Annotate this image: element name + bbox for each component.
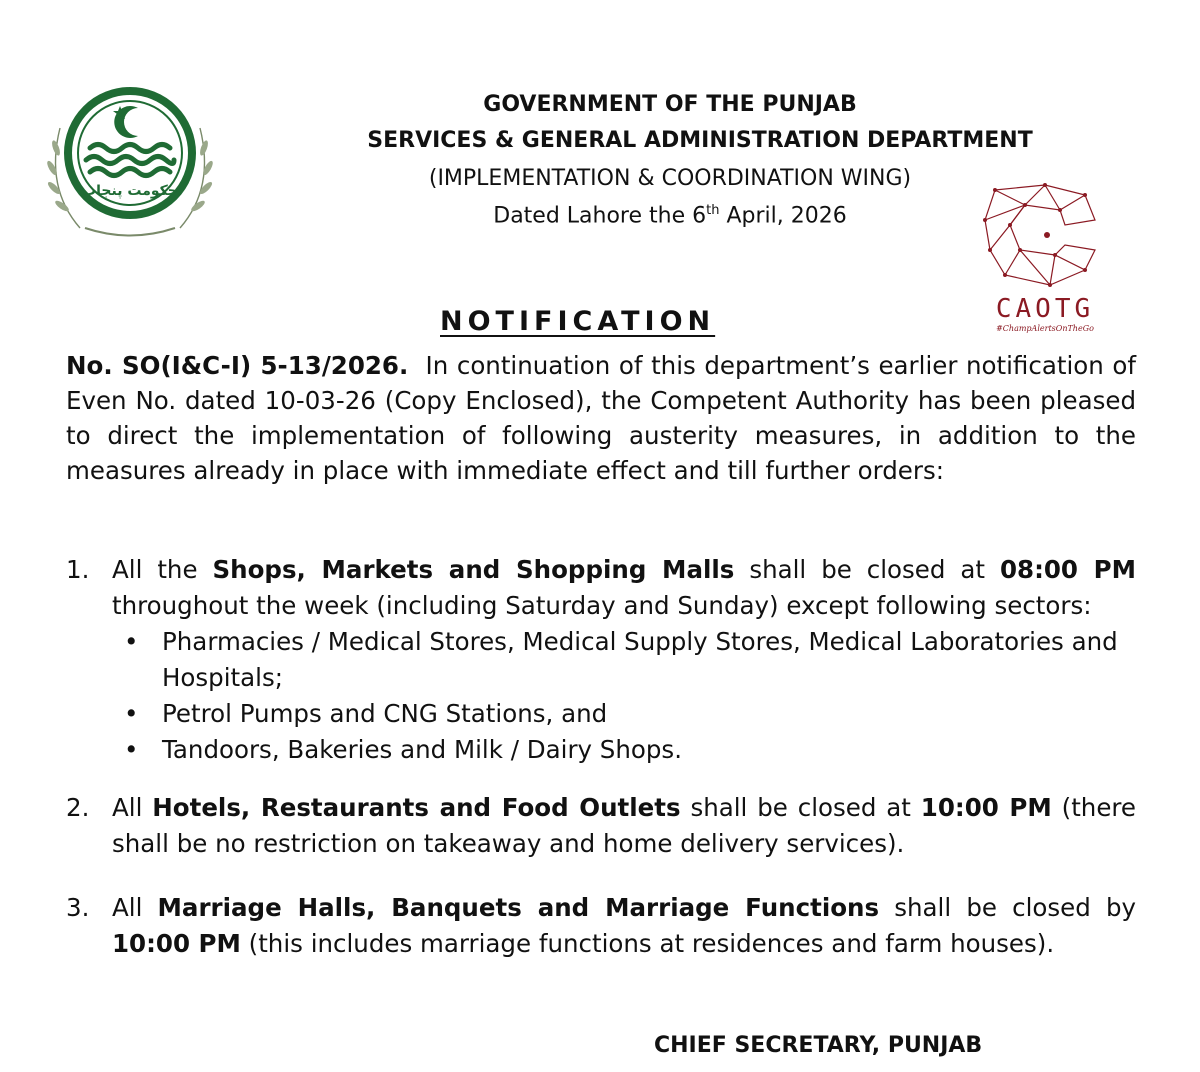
punjab-government-emblem [40,78,220,258]
list-item [66,790,1136,862]
intro-text: In continuation of this department’s earlier notification of Even No. dated 10-03-26 (Copy Enclosed), the Competent Authority has been pleased to direct the implementation of following austerity measures, in addition to the measures already in place with immediate effect and till further orders: [66,351,1136,485]
item-text: (there shall be no restriction on takeaway and home delivery services). [112,793,1137,858]
item-bold-subject: Marriage Halls, Banquets and Marriage Functions [157,893,880,922]
notification-title: NOTIFICATION [440,306,716,337]
item-closing-time: 10:00 PM [920,793,1052,822]
header-wing: (IMPLEMENTATION & COORDINATION WING) [428,166,912,191]
item-text: throughout the week (including Saturday and Sunday) except following sectors: [112,591,1092,620]
item-number: 3. [66,893,90,922]
caotg-name: CAOTG [995,294,1095,324]
caotg-mark-icon [965,180,1125,290]
emblem-urdu-text: حکومت پنجاب [82,183,178,199]
exception-list [112,624,1136,768]
item-number: 1. [66,555,90,584]
item-number: 2. [66,793,90,822]
signature-block: CHIEF SECRETARY, PUNJAB [654,1033,983,1058]
item-bold-subject: Shops, Markets and Shopping Malls [212,555,735,584]
exception-item: • Petrol Pumps and CNG Stations, and [124,699,608,728]
item-text: All [112,793,153,822]
header-government: GOVERNMENT OF THE PUNJAB [483,92,857,117]
item-bold-subject: Hotels, Restaurants and Food Outlets [152,793,681,822]
item-text: All [112,893,158,922]
header-date: Dated Lahore the 6th April, 2026 [493,203,847,229]
intro-paragraph [66,348,1136,488]
caotg-tagline: #ChampAlertsOnTheGo [996,324,1094,333]
item-text: (this includes marriage functions at residences and farm houses). [240,929,1055,958]
notification-number: No. SO(I&C-I) 5-13/2026. [66,351,409,380]
item-text: All the [112,555,213,584]
list-item [66,890,1136,962]
caotg-logo [965,180,1125,335]
item-closing-time: 08:00 PM [999,555,1136,584]
item-text: shall be closed at [680,793,921,822]
exception-item: • Pharmacies / Medical Stores, Medical Supply Stores, Medical Laboratories and Hospitals; [124,627,1118,692]
exception-item: • Tandoors, Bakeries and Milk / Dairy Shops. [124,735,682,764]
item-text: shall be closed by [879,893,1136,922]
list-item [66,552,1136,768]
item-text: shall be closed at [734,555,1000,584]
item-closing-time: 10:00 PM [112,929,241,958]
header-department: SERVICES & GENERAL ADMINISTRATION DEPARTMENT [367,128,1033,153]
